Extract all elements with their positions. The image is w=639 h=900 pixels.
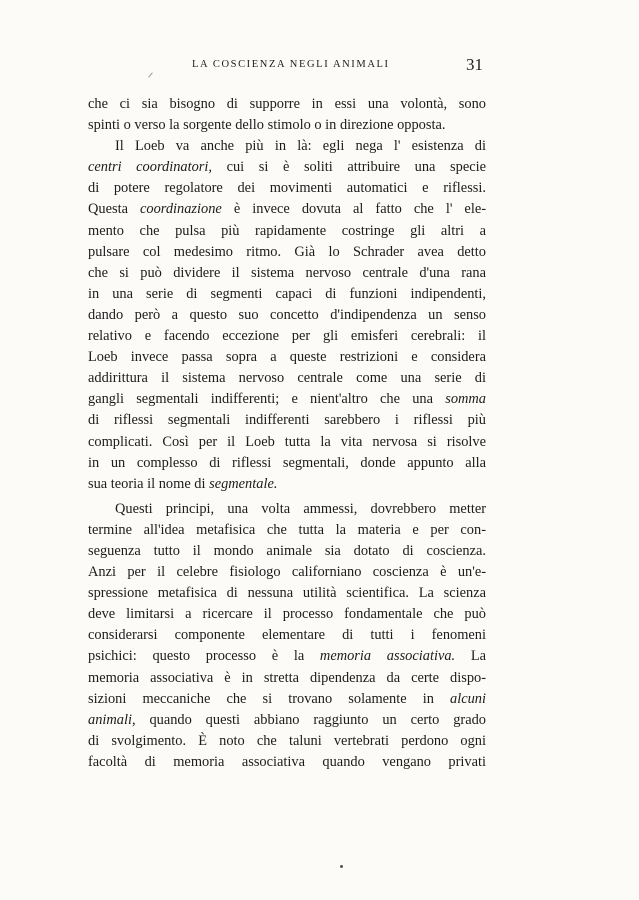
text-line: che si può dividere il sistema nervoso centrale d'una rana — [88, 264, 486, 281]
text-segment: La — [455, 648, 486, 665]
text-line: spinti o verso la sorgente dello stimolo o in direzione opposta. — [88, 117, 446, 134]
text-line: dando però a questo suo concetto d'indipendenza un senso — [88, 306, 486, 323]
text-line — [88, 199, 486, 220]
text-line — [88, 474, 486, 495]
text-segment: Questa — [88, 201, 140, 218]
text-line: facoltà di memoria associativa quando vengano privati — [88, 753, 486, 770]
text-line: pulsare col medesimo ritmo. Già lo Schrader avea detto — [88, 243, 486, 260]
text-line: mento che pulsa più rapidamente costringe gli altri a — [88, 222, 486, 239]
ink-speck — [340, 865, 343, 868]
text-segment: è invece dovuta al fatto che l' ele- — [221, 201, 486, 218]
italic-term: segmentale. — [209, 475, 278, 492]
text-line: complicati. Così per il Loeb tutta la vita nervosa si risolve — [88, 433, 486, 450]
text-segment: cui si è soliti attribuire una specie — [211, 159, 486, 176]
text-line: di svolgimento. È noto che taluni vertebrati perdono ogni — [88, 732, 486, 749]
italic-term: somma — [445, 391, 486, 408]
text-line — [88, 389, 486, 410]
text-line: in una serie di segmenti capaci di funzioni indipendenti, — [88, 285, 486, 302]
italic-term: coordinazione — [140, 201, 222, 218]
text-line: addirittura il sistema nervoso centrale come una serie di — [88, 370, 486, 387]
body-text — [88, 94, 486, 773]
running-title: LA COSCIENZA NEGLI ANIMALI — [192, 59, 390, 70]
text-line — [88, 689, 486, 710]
text-line: di riflessi segmentali indifferenti sarebbero i riflessi più — [88, 412, 486, 429]
text-line: memoria associativa è in stretta dipendenza da certe dispo- — [88, 669, 486, 686]
italic-term: centri coordinatori, — [88, 159, 212, 176]
italic-term: memoria associativa. — [319, 648, 456, 665]
text-line: Anzi per il celebre fisiologo californiano coscienza è un'e- — [88, 564, 486, 581]
text-line: che ci sia bisogno di supporre in essi una volontà, sono — [88, 96, 486, 112]
text-line — [88, 710, 486, 731]
text-segment: sizioni meccaniche che si trovano solamente in — [88, 690, 451, 707]
text-segment: sua teoria il nome di — [88, 475, 210, 492]
italic-term: alcuni — [450, 690, 486, 707]
text-segment: psichici: questo processo è la — [88, 648, 320, 665]
text-line: Il Loeb va anche più in là: egli nega l' esistenza di — [115, 138, 486, 155]
text-line: spressione metafisica di nessuna utilità scientifica. La scienza — [88, 585, 486, 602]
text-segment: gangli segmentali indifferenti; e nient'altro che una — [88, 391, 446, 408]
text-line: deve limitarsi a ricercare il processo fondamentale che può — [88, 606, 486, 623]
text-line: di potere regolatore dei movimenti automatici e riflessi. — [88, 180, 486, 197]
text-line: Questi principi, una volta ammessi, dovrebbero metter — [115, 500, 486, 517]
text-line: in un complesso di riflessi segmentali, donde appunto alla — [88, 454, 486, 471]
italic-term: animali, — [88, 711, 136, 728]
text-line: termine all'idea metafisica che tutta la materia e per con- — [88, 521, 486, 538]
page-number: 31 — [466, 55, 483, 74]
text-line: Loeb invece passa sopra a queste restrizioni e considera — [88, 349, 486, 366]
ink-speck — [148, 72, 153, 77]
text-line: seguenza tutto il mondo animale sia dotato di coscienza. — [88, 542, 486, 559]
text-segment: quando questi abbiano raggiunto un certo grado — [135, 711, 486, 728]
text-line: considerarsi componente elementare di tutti i fenomeni — [88, 627, 486, 644]
text-line — [88, 646, 486, 667]
text-line: relativo e facendo eccezione per gli emisferi cerebrali: il — [88, 328, 486, 345]
text-line — [88, 157, 486, 178]
